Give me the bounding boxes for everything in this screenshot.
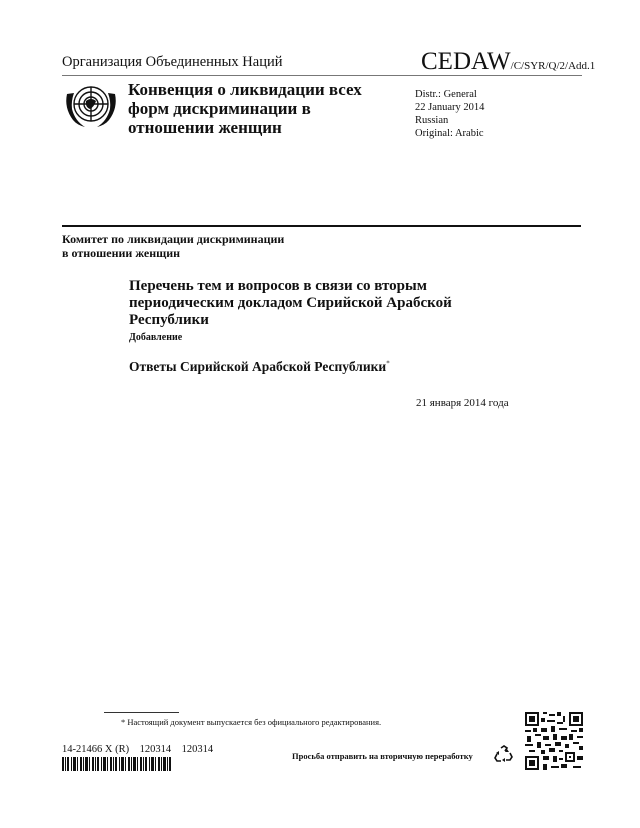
document-date: 21 января 2014 года <box>416 397 509 409</box>
barcode-icon <box>62 757 172 771</box>
footnote-rule <box>104 712 179 713</box>
distribution-original: Original: Arabic <box>415 128 484 139</box>
list-title-line: периодическим докладом Сирийской Арабской <box>129 295 452 311</box>
symbol-suffix: /C/SYR/Q/2/Add.1 <box>510 60 596 72</box>
footnote: * Настоящий документ выпускается без официального редактирования. <box>121 717 382 727</box>
committee-line: Комитет по ликвидации дискриминации <box>62 232 285 246</box>
document-symbol <box>421 48 595 76</box>
list-title-line: Республики <box>129 312 209 328</box>
committee-name <box>62 232 284 260</box>
un-emblem-icon <box>63 80 119 130</box>
list-of-issues-title <box>129 278 469 329</box>
convention-title <box>128 80 408 137</box>
recycle-icon <box>494 744 514 764</box>
list-title-line: Перечень тем и вопросов в связи со вторым <box>129 278 427 294</box>
qr-code-icon <box>524 712 584 770</box>
job-number: 14-21466 X (R) 120314 120314 <box>62 744 214 755</box>
convention-title-line: форм дискриминации в <box>128 99 311 118</box>
convention-title-line: отношении женщин <box>128 118 282 137</box>
organization-name: Организация Объединенных Наций <box>62 54 283 70</box>
footnote-marker: * <box>386 359 390 368</box>
distribution-line: Distr.: General <box>415 89 477 100</box>
section-rule <box>62 225 581 227</box>
committee-line: в отношении женщин <box>62 246 181 260</box>
distribution-block <box>415 88 484 140</box>
distribution-language: Russian <box>415 115 449 126</box>
symbol-main: CEDAW <box>421 48 511 75</box>
replies-title-text: Ответы Сирийской Арабской Республики <box>129 359 387 374</box>
recycle-notice: Просьба отправить на вторичную переработку <box>292 751 473 761</box>
addendum-label: Добавление <box>129 332 183 343</box>
replies-title <box>129 359 390 375</box>
convention-title-line: Конвенция о ликвидации всех <box>128 80 362 99</box>
distribution-date: 22 January 2014 <box>415 102 485 113</box>
header-rule <box>62 75 582 76</box>
